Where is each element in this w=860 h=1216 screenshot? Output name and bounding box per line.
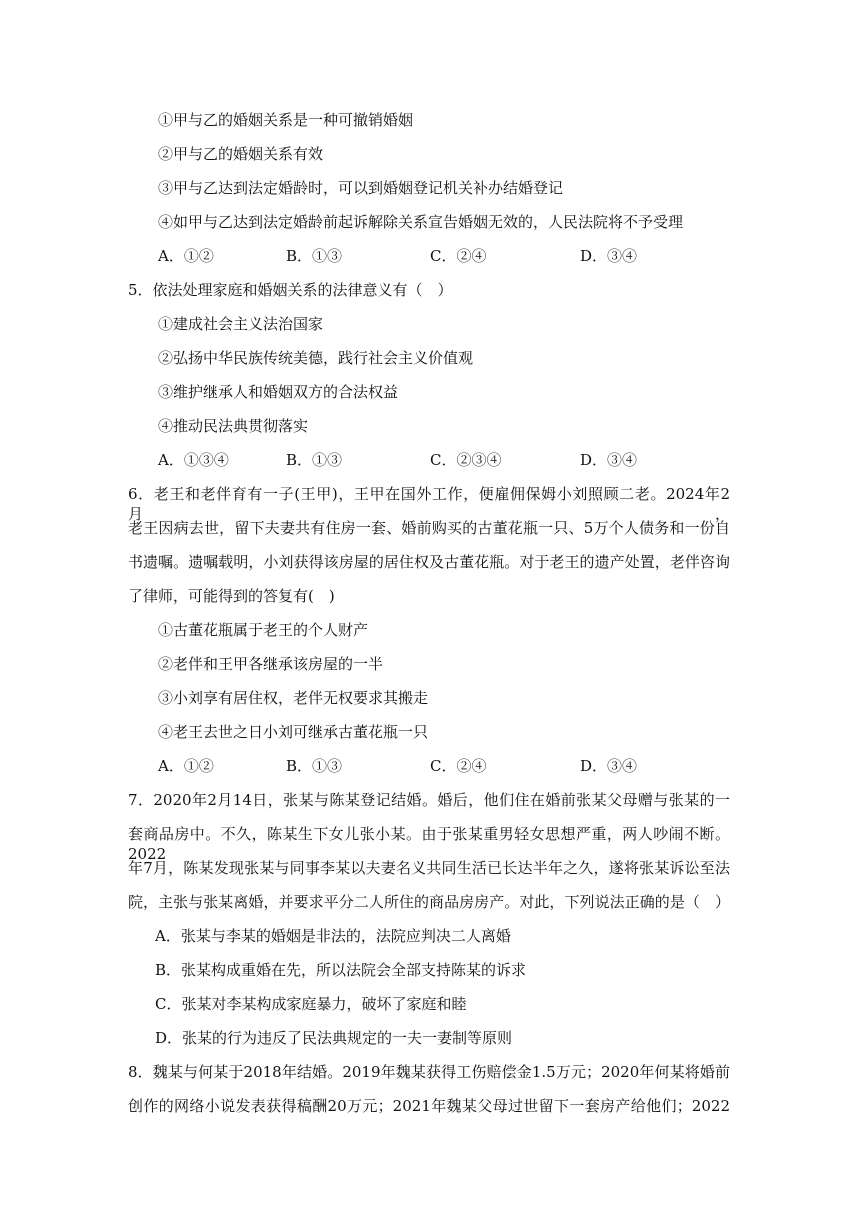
statement-1: ①甲与乙的婚姻关系是一种可撤销婚姻 [158,111,414,129]
statement-2: ②弘扬中华民族传统美德，践行社会主义价值观 [158,349,474,367]
question-7-line-1: 7．2020年2月14日，张某与陈某登记结婚。婚后，他们住在婚前张某父母赠与张某的一 [128,791,730,809]
statement-1: ①古董花瓶属于老王的个人财产 [158,621,369,639]
statement-4: ④推动民法典贯彻落实 [158,417,309,435]
statement-1: ①建成社会主义法治国家 [158,315,324,333]
statement-2: ②甲与乙的婚姻关系有效 [158,145,324,163]
statement-4: ④如甲与乙达到法定婚龄前起诉解除关系宣告婚姻无效的，人民法院将不予受理 [158,213,684,231]
choice-d[interactable]: D．③④ [580,757,638,775]
choice-a[interactable]: A．①② [158,247,214,265]
answer-choices-q6 [158,756,718,776]
option-d[interactable]: D．张某的行为违反了民法典规定的一夫一妻制等原则 [155,1029,513,1047]
question-7-line-2: 套商品房中。不久，陈某生下女儿张小某。由于张某重男轻女思想严重，两人吵闹不断。2022 [128,825,730,863]
option-c[interactable]: C．张某对李某构成家庭暴力，破坏了家庭和睦 [155,995,467,1013]
choice-c[interactable]: C．②④ [430,247,487,265]
choice-b[interactable]: B．①③ [286,451,343,469]
question-7-line-4: 院，主张与张某离婚，并要求平分二人所住的商品房房产。对此，下列说法正确的是（ ） [128,893,730,911]
statement-4: ④老王去世之日小刘可继承古董花瓶一只 [158,723,429,741]
choice-d[interactable]: D．③④ [580,451,638,469]
choice-a[interactable]: A．①③④ [158,451,229,469]
question-5: 5．依法处理家庭和婚姻关系的法律意义有（ ） [128,281,453,299]
question-8-line-1: 8．魏某与何某于2018年结婚。2019年魏某获得工伤赔偿金1.5万元；2020年何某将婚前 [128,1063,730,1081]
question-7-line-3: 年7月，陈某发现张某与同事李某以夫妻名义共同生活已长达半年之久，遂将张某诉讼至法 [128,859,730,877]
statement-3: ③小刘享有居住权，老伴无权要求其搬走 [158,689,429,707]
answer-choices-q4 [158,246,718,266]
choice-b[interactable]: B．①③ [286,247,343,265]
option-b[interactable]: B．张某构成重婚在先，所以法院会全部支持陈某的诉求 [155,961,527,979]
option-a[interactable]: A．张某与李某的婚姻是非法的，法院应判决二人离婚 [155,927,511,945]
choice-c[interactable]: C．②③④ [430,451,502,469]
statement-3: ③甲与乙达到法定婚龄时，可以到婚姻登记机关补办结婚登记 [158,179,564,197]
question-6-line-1: 6．老王和老伴育有一子(王甲)，王甲在国外工作，便雇佣保姆小刘照顾二老。2024年2月， [128,485,730,523]
question-8-line-2: 创作的网络小说发表获得稿酬20万元；2021年魏某父母过世留下一套房产给他们；2022 [128,1097,730,1115]
question-6-line-3: 书遗嘱。遗嘱载明，小刘获得该房屋的居住权及古董花瓶。对于老王的遗产处置，老伴咨询 [128,553,730,571]
choice-c[interactable]: C．②④ [430,757,487,775]
choice-d[interactable]: D．③④ [580,247,638,265]
statement-2: ②老伴和王甲各继承该房屋的一半 [158,655,384,673]
question-6-line-4: 了律师，可能得到的答复有( ) [128,587,335,605]
answer-choices-q5 [158,450,718,470]
choice-b[interactable]: B．①③ [286,757,343,775]
choice-a[interactable]: A．①② [158,757,214,775]
question-6-line-2: 老王因病去世，留下夫妻共有住房一套、婚前购买的古董花瓶一只、5万个人债务和一份自 [128,519,730,537]
statement-3: ③维护继承人和婚姻双方的合法权益 [158,383,399,401]
